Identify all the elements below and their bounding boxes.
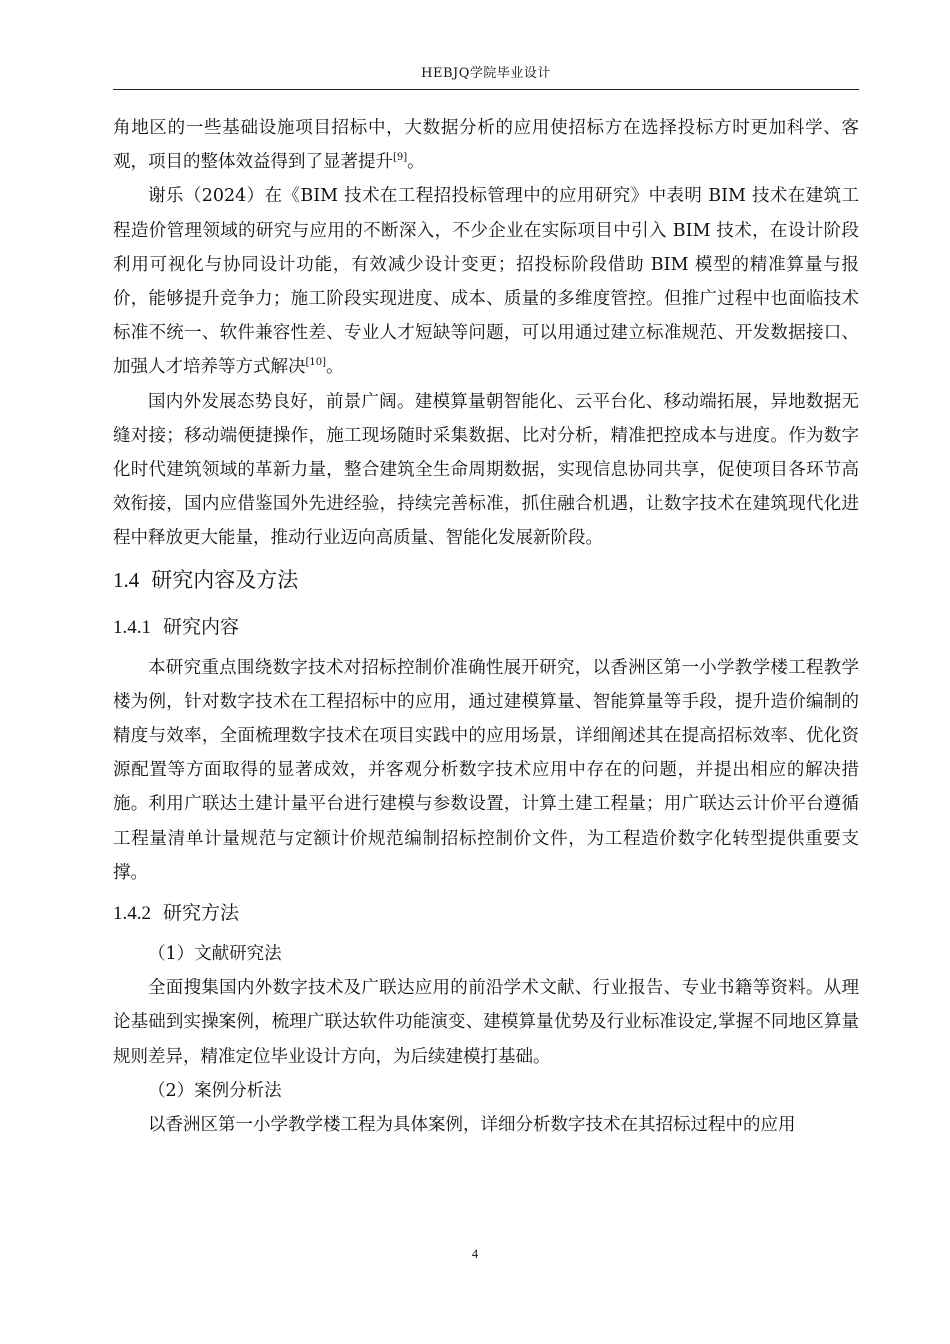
section-number: 1.4.2 — [113, 903, 151, 925]
paragraph-case-analysis: 以香洲区第一小学教学楼工程为具体案例，详细分析数字技术在其招标过程中的应用 — [148, 1115, 796, 1136]
header-title: HEBJQ学院毕业设计 — [421, 66, 551, 81]
section-title: 研究方法 — [163, 902, 240, 925]
paragraph-text: 谢乐（2024）在《BIM 技术在工程招投标管理中的应用研究》中表明 BIM 技术在建筑工程造价管理领域的研究与应用的不断深入，不少企业在实际项目中引入 BIM 技术，在设计阶段利用可视化与协同设计功能，有效减少设计变更；招投标阶段借助 BIM 模型的精准算量与报价，能够提升竞争力；施工阶段实现进度、成本、质量的多维度管控。但推广过程中也面临技术标准不统一、软件兼容性差、专业人才短缺等问题，可以用通过建立标准规范、开发数据接口、加强人才培养等方式解决 — [113, 186, 859, 378]
section-heading-1-4-1 — [113, 604, 859, 651]
paragraph-literature-method: 全面搜集国内外数字技术及广联达应用的前沿学术文献、行业报告、专业书籍等资料。从理论基础到实操案例，梳理广联达软件功能演变、建模算量优势及行业标准设定,掌握不同地区算量规则差异，精准定位毕业设计方向，为后续建模打基础。 — [113, 978, 859, 1067]
method-label-literature: （1）文献研究法 — [148, 944, 282, 965]
section-title: 研究内容 — [163, 615, 240, 638]
page-header — [113, 64, 859, 90]
section-number: 1.4.1 — [113, 616, 151, 638]
paragraph-research-content: 本研究重点围绕数字技术对招标控制价准确性展开研究，以香洲区第一小学教学楼工程教学楼为例，针对数字技术在工程招标中的应用，通过建模算量、智能算量等手段，提升造价编制的精度与效率，全面梳理数字技术在项目实践中的应用场景，详细阐述其在提高招标效率、优化资源配置等方面取得的显著成效，并客观分析数字技术应用中存在的问题，并提出相应的解决措施。利用广联达土建计量平台进行建模与参数设置，计算土建工程量；用广联达云计价平台遵循工程量清单计量规范与定额计价规范编制招标控制价文件，为工程造价数字化转型提供重要支撑。 — [113, 657, 859, 883]
method-label-case-analysis: （2）案例分析法 — [148, 1080, 282, 1101]
paragraph-text: 角地区的一些基础设施项目招标中，大数据分析的应用使招标方在选择投标方时更加科学、客观，项目的整体效益得到了显著提升 — [113, 118, 859, 173]
document-body — [113, 111, 859, 1142]
section-number: 1.4 — [113, 567, 140, 592]
paragraph-end: 。 — [326, 357, 344, 378]
paragraph-continuation — [113, 111, 859, 179]
page-number: 4 — [471, 1247, 479, 1261]
section-heading-1-4 — [113, 556, 859, 604]
section-heading-1-4-2 — [113, 890, 859, 937]
paragraph-bim-study — [113, 179, 859, 384]
citation-ref: [9] — [393, 152, 408, 164]
section-title: 研究内容及方法 — [151, 567, 299, 592]
citation-ref: [10] — [305, 357, 327, 369]
paragraph-end: 。 — [407, 152, 425, 173]
paragraph-development-trend: 国内外发展态势良好，前景广阔。建模算量朝智能化、云平台化、移动端拓展，异地数据无缝对接；移动端便捷操作，施工现场随时采集数据、比对分析，精准把控成本与进度。作为数字化时代建筑领域的革新力量，整合建筑全生命周期数据，实现信息协同共享，促使项目各环节高效衔接，国内应借鉴国外先进经验，持续完善标准，抓住融合机遇，让数字技术在建筑现代化进程中释放更大能量，推动行业迈向高质量、智能化发展新阶段。 — [113, 391, 859, 549]
